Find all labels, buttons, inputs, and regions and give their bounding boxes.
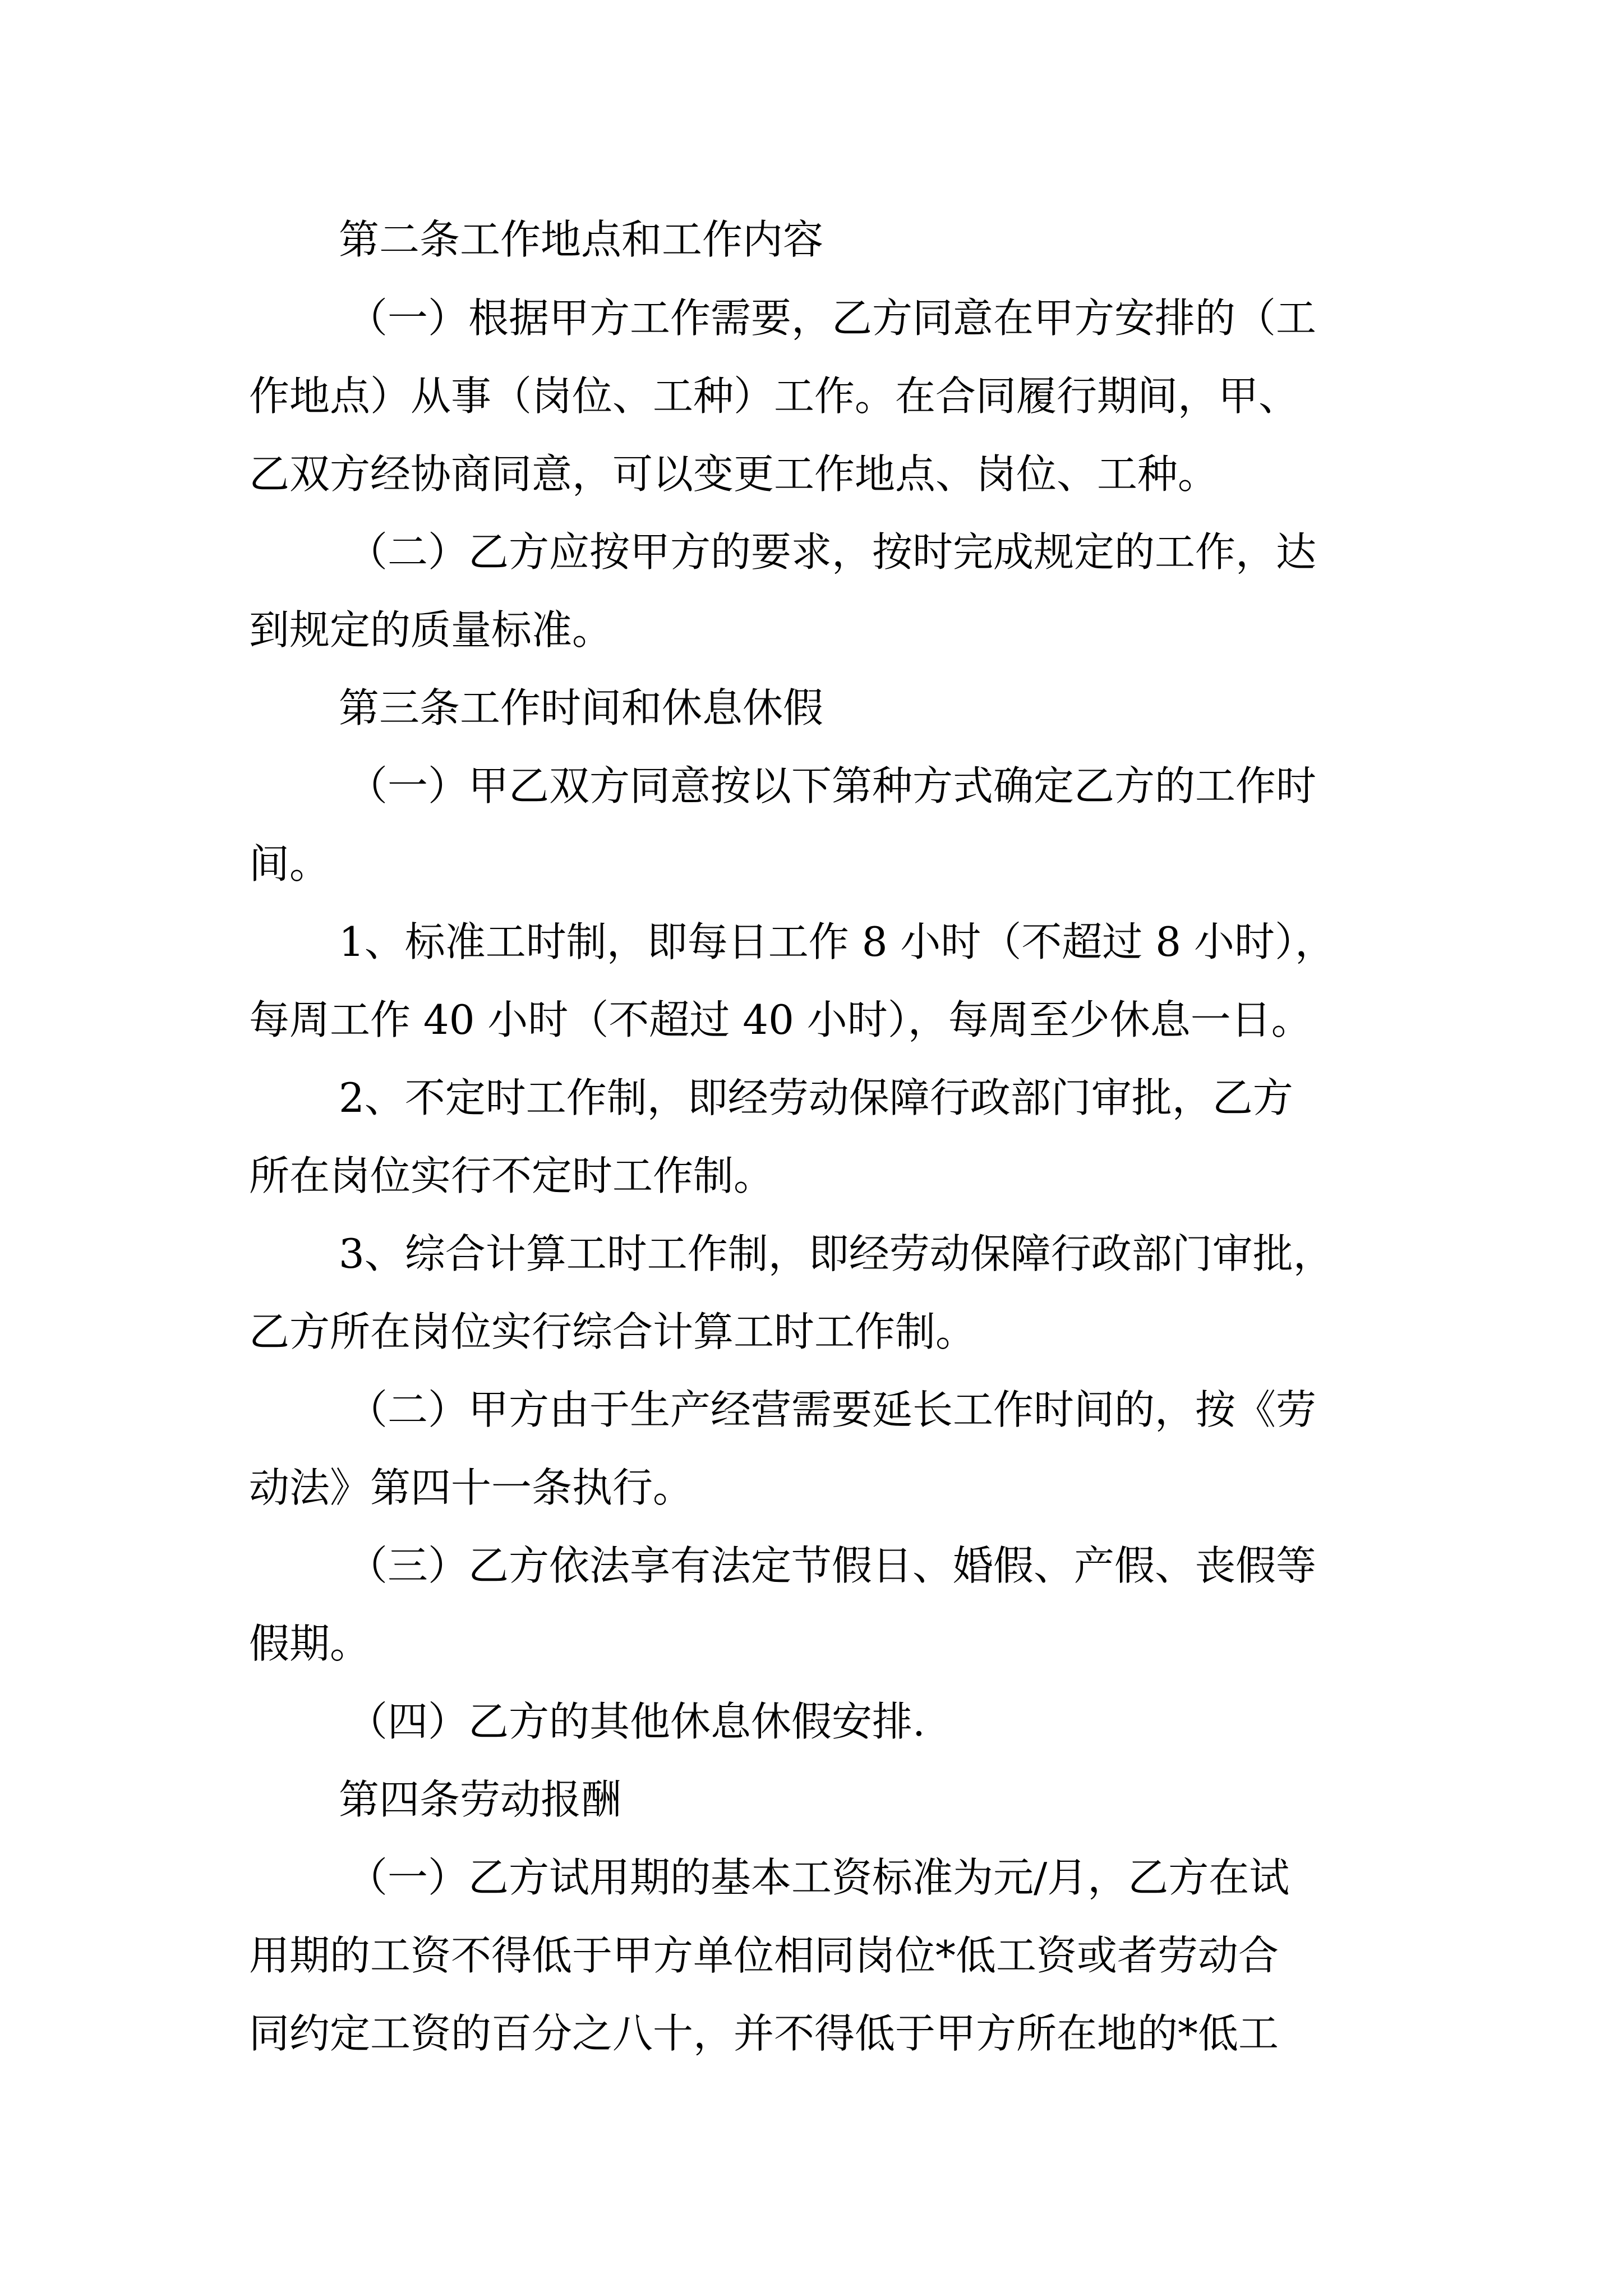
list-item-line: 2、不定时工作制，即经劳动保障行政部门审批，乙方 bbox=[339, 1074, 1293, 1121]
paragraph-line: （四）乙方的其他休息休假安排. bbox=[347, 1698, 925, 1745]
paragraph-line: （二）甲方由于生产经营需要延长工作时间的，按《劳 bbox=[347, 1386, 1317, 1433]
list-item-line: 所在岗位实行不定时工作制。 bbox=[249, 1152, 774, 1199]
paragraph-line: 作地点）从事（岗位、工种）工作。在合同履行期间，甲、 bbox=[249, 372, 1299, 420]
paragraph-line: （一）乙方试用期的基本工资标准为元/月，乙方在试 bbox=[347, 1854, 1290, 1901]
list-item-line: 乙方所在岗位实行综合计算工时工作制。 bbox=[249, 1308, 976, 1355]
heading-article-3: 第三条工作时间和休息休假 bbox=[339, 684, 824, 731]
paragraph-line: 乙双方经协商同意，可以变更工作地点、岗位、工种。 bbox=[249, 450, 1219, 498]
paragraph-line: （二）乙方应按甲方的要求，按时完成规定的工作，达 bbox=[347, 528, 1317, 576]
heading-article-2: 第二条工作地点和工作内容 bbox=[339, 216, 824, 263]
list-item-line: 1、标准工时制，即每日工作 8 小时（不超过 8 小时）， bbox=[339, 918, 1335, 965]
list-item-line: 每周工作 40 小时（不超过 40 小时），每周至少休息一日。 bbox=[249, 996, 1312, 1043]
paragraph-line: （一）甲乙双方同意按以下第种方式确定乙方的工作时 bbox=[347, 762, 1317, 809]
paragraph-line: 假期。 bbox=[249, 1620, 371, 1667]
paragraph-line: （三）乙方依法享有法定节假日、婚假、产假、丧假等 bbox=[347, 1542, 1317, 1589]
paragraph-line: 到规定的质量标准。 bbox=[249, 606, 613, 654]
paragraph-line: （一）根据甲方工作需要，乙方同意在甲方安排的（工 bbox=[347, 295, 1317, 342]
paragraph-line: 动法》第四十一条执行。 bbox=[249, 1464, 694, 1511]
heading-article-4: 第四条劳动报酬 bbox=[339, 1776, 622, 1823]
paragraph-line: 同约定工资的百分之八十，并不得低于甲方所在地的*低工 bbox=[249, 2010, 1279, 2057]
list-item-line: 3、综合计算工时工作制，即经劳动保障行政部门审批， bbox=[339, 1230, 1334, 1277]
paragraph-line: 间。 bbox=[249, 840, 330, 887]
paragraph-line: 用期的工资不得低于甲方单位相同岗位*低工资或者劳动合 bbox=[249, 1932, 1279, 1979]
